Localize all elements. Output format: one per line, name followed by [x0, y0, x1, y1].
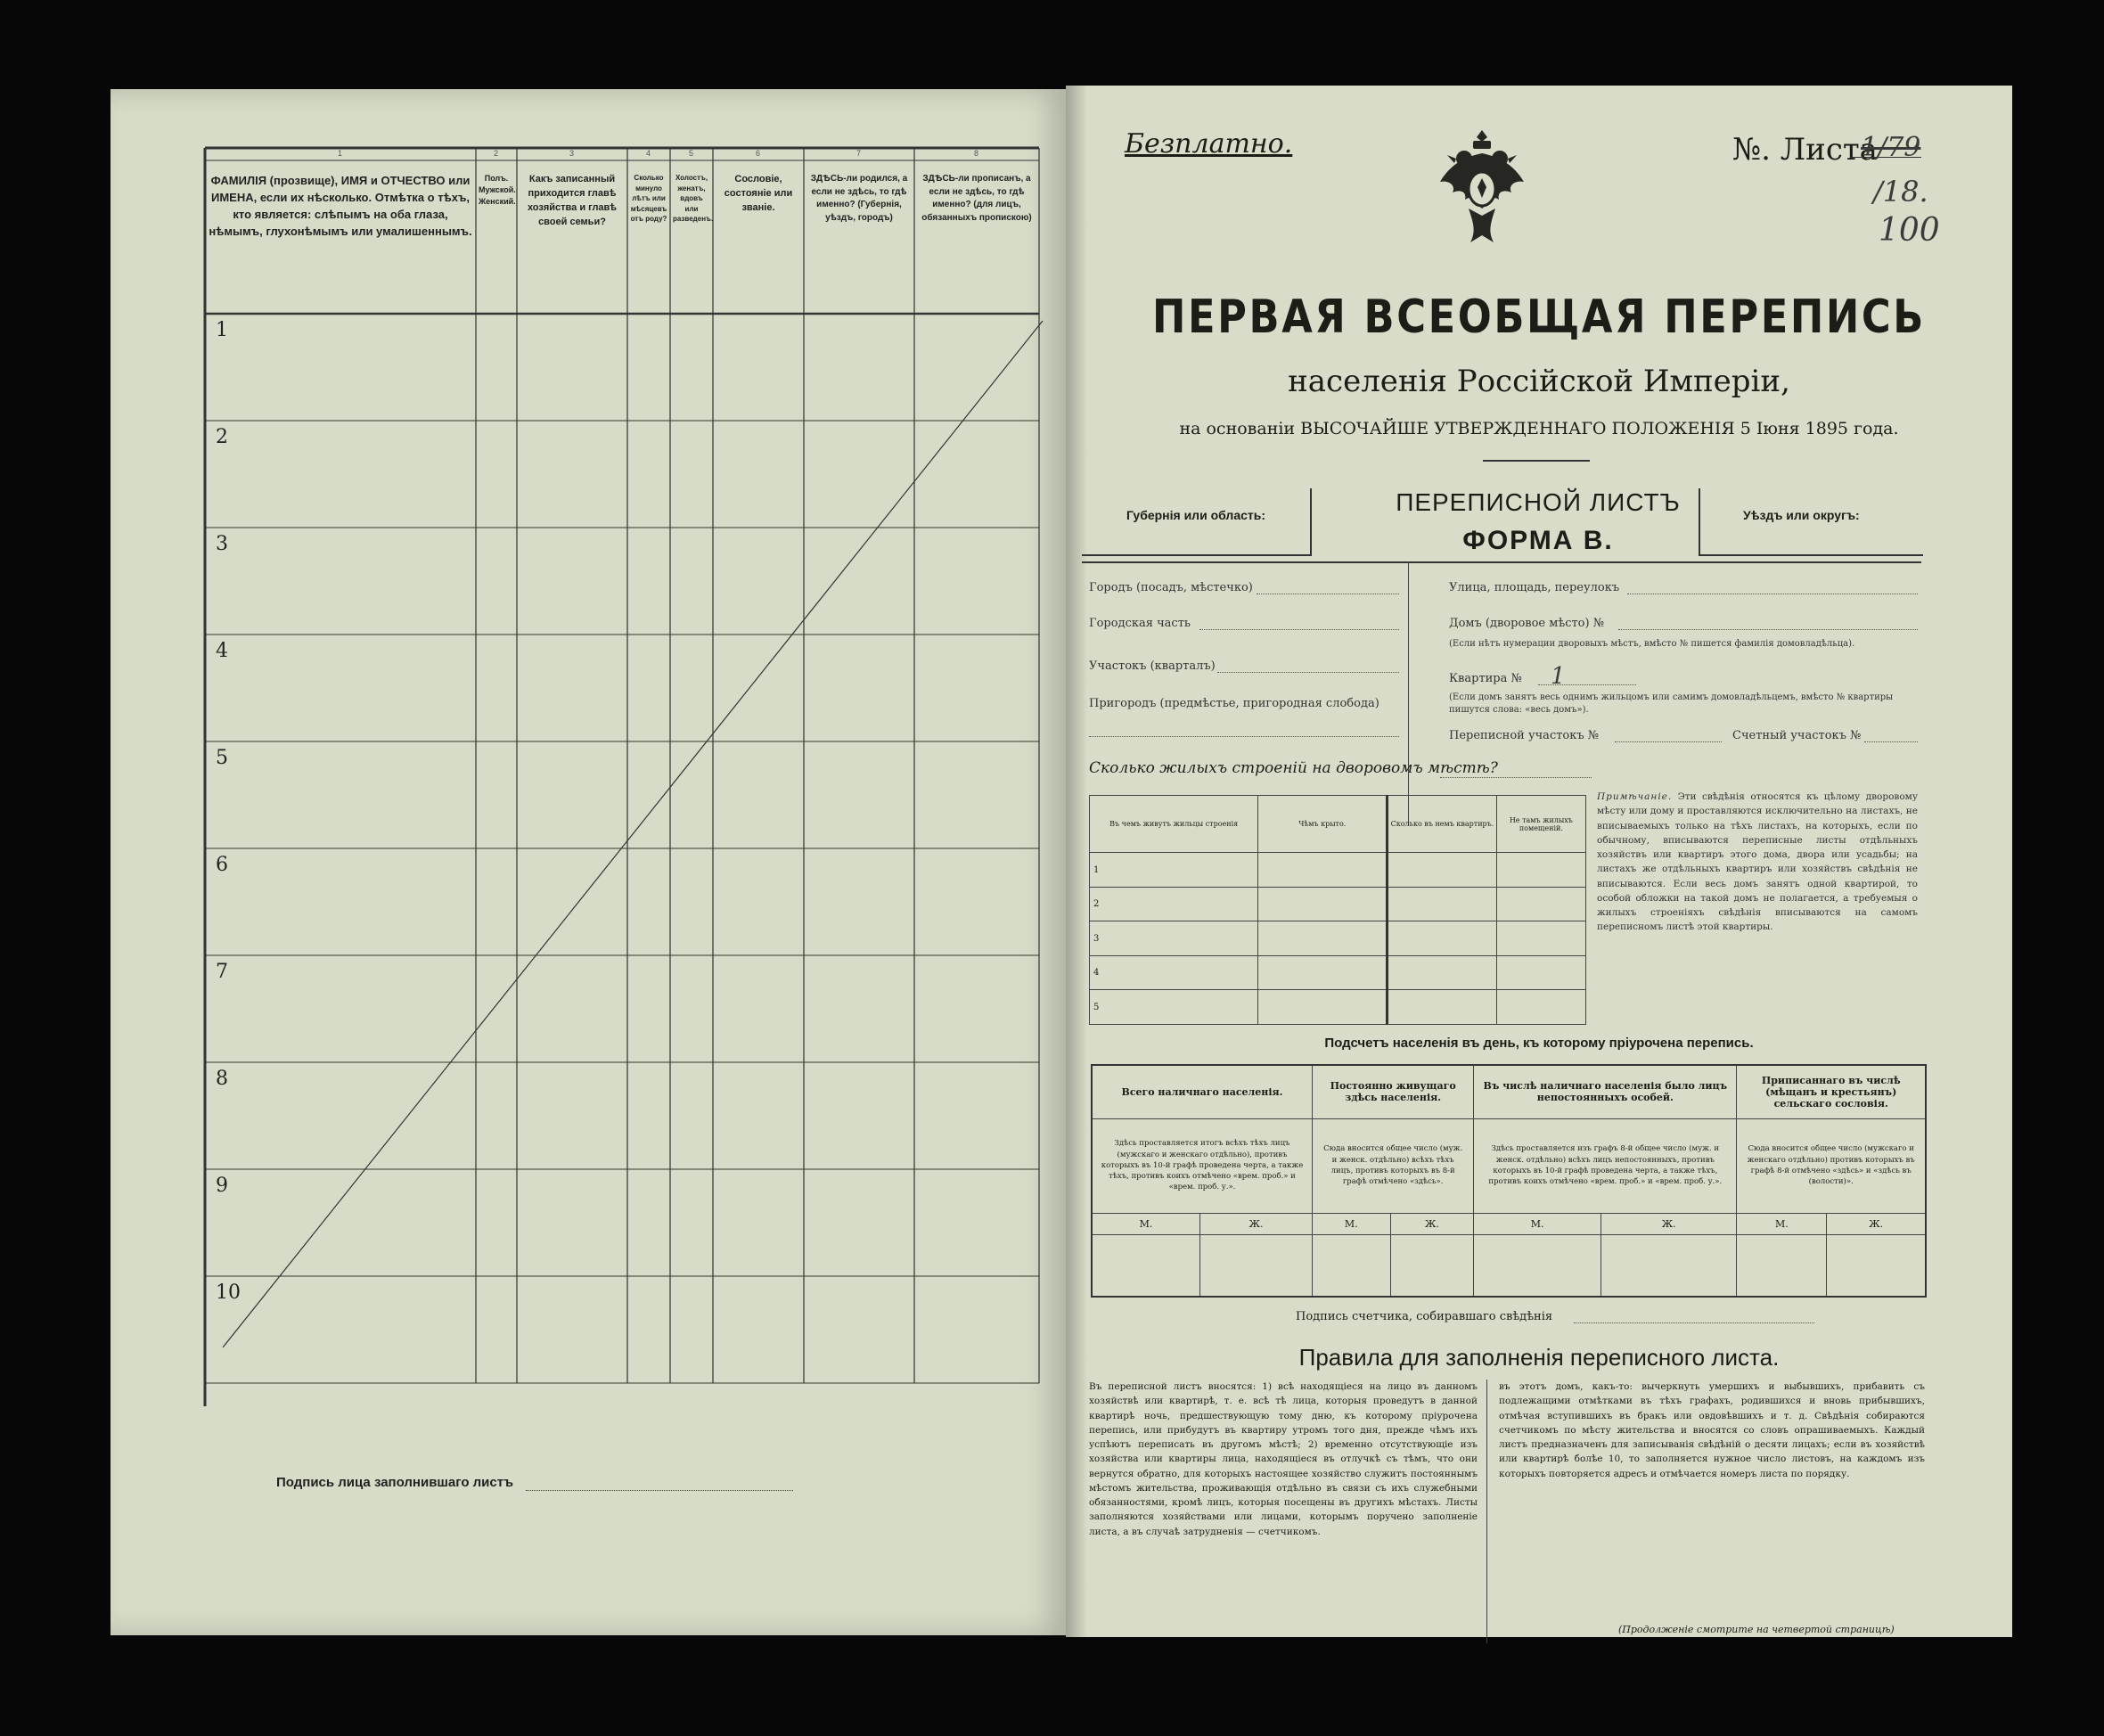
column-header: Какъ записанный приходится главѣ хозяйства и главѣ своей семьи? — [527, 174, 618, 227]
column-header: ЗДѢСЬ-ли прописанъ, а если не здѣсь, то гдѣ именно? (для лицъ, обязанныхъ пропискою) — [921, 174, 1032, 223]
field-counting-district-label: Счетный участокъ № — [1732, 729, 1862, 742]
column-number: 6 — [756, 149, 761, 158]
row-number: 2 — [216, 426, 228, 448]
left-page — [111, 89, 1066, 1635]
column-number: 5 — [689, 149, 694, 158]
population-count-table — [1091, 1064, 1927, 1298]
count-value-cell[interactable] — [1601, 1234, 1737, 1297]
cancellation-diagonal — [223, 321, 1043, 1347]
buildings-row-number: 1 — [1090, 853, 1258, 888]
count-column-description: Сюда вносится общее число (мужскаго и женскаго отдѣльно) противъ которыхъ въ графѣ 8-й отмѣчено «здѣсь» и «здѣсь въ (волости)». — [1737, 1118, 1926, 1213]
buildings-table-cell[interactable] — [1388, 955, 1497, 990]
field-census-district-input[interactable] — [1615, 741, 1722, 742]
rules-left-column: Въ переписной листъ вносятся: 1) всѣ находящіеся на лицо въ данномъ хозяйствѣ или квартирѣ, т. е. всѣ тѣ лица, которыя проведутъ в данной квартирѣ ночь, предшествующую тому дню, къ которому пріурочена перепись, или прибудутъ въ квартиру утромъ того дня, прежде чѣмъ ихъ успѣютъ переписать въ другомъ мѣстѣ; 2) временно отсутствующіе изъ хозяйства или квартиры лица, находящіеся въ отлучкѣ съ тѣмъ, что они вернутся обратно, для которыхъ настоящее хозяйство служитъ постояннымъ мѣстомъ жительства, проживающія отдѣльно въ связи съ ихъ служебными обязанностями, кромѣ лицъ, которыя посещены въ другихъ мѣстахъ. Листы заполняются хозяйствами или лицами, которымъ поручено заполненіе листа, а въ случаѣ затрудненія — счетчикомъ. — [1089, 1381, 1478, 1537]
row-number: 10 — [216, 1282, 241, 1304]
header-rule — [1082, 561, 1921, 563]
column-header: Холостъ, женатъ, вдовъ или разведенъ. — [673, 174, 714, 224]
column-header: ФАМИЛІЯ (прозвище), ИМЯ и ОТЧЕСТВО или ИМЕНА, если их нѣсколько. Отмѣтка о тѣхъ, кто является: слѣпымъ на оба глаза, нѣмымъ, глухонѣмымъ или умалишеннымъ. — [209, 174, 472, 238]
count-value-cell[interactable] — [1200, 1234, 1313, 1297]
basis-line: на основаніи ВЫСОЧАЙШЕ УТВЕРЖДЕННАГО ПОЛОЖЕНІЯ 5 Іюня 1895 года. — [1179, 419, 1899, 438]
count-sex-label: М. — [1092, 1213, 1200, 1234]
field-precinct-input[interactable] — [1217, 672, 1399, 673]
field-suburb-input[interactable] — [1089, 736, 1399, 737]
buildings-note-text: Эти свѣдѣнія относятся къ цѣлому дворовому мѣсту или дому и проставляются исключительно на листахъ, не вписываемыхъ только на тѣхъ листахъ, на которыхъ, если пo обычному, вписываются переписные листы отдѣльныхъ хозяйствъ или квартиръ этого дома, двора или усадьбы; на листахъ же отдѣльныхъ квартиръ или хозяйствъ свѣдѣнія не вписываются. Если весь домъ занятъ одной квартирой, то особой обложки на такой домъ не полагается, а требуемыя о жилыхъ строеніяхъ свѣдѣнія вписываются на самомъ переписномъ листѣ этой квартиры. — [1597, 791, 1918, 933]
buildings-table-header: Чѣмъ крыто. — [1258, 796, 1388, 853]
count-value-cell[interactable] — [1390, 1234, 1474, 1297]
count-value-cell[interactable] — [1313, 1234, 1391, 1297]
column-header: Сословіе, состояніе или званіе. — [724, 174, 793, 213]
column-number: 7 — [856, 149, 862, 158]
district-label: Уѣздъ или округъ: — [1743, 508, 1860, 522]
buildings-table-row — [1090, 990, 1586, 1025]
count-column-header: Постоянно живущаго здѣсь населенія. — [1313, 1065, 1474, 1118]
count-value-cell[interactable] — [1827, 1234, 1926, 1297]
buildings-table-cell[interactable] — [1388, 990, 1497, 1025]
buildings-table-cell[interactable] — [1496, 887, 1585, 921]
address-divider — [1408, 561, 1409, 825]
buildings-table-header: Въ чемъ живутъ жильцы строенія — [1090, 796, 1258, 853]
buildings-table-cell[interactable] — [1258, 887, 1388, 921]
form-title: ПЕРЕПИСНОЙ ЛИСТЪ — [1396, 488, 1681, 516]
title-divider — [1483, 460, 1590, 462]
rules-title: Правила для заполненія переписного листа. — [1298, 1344, 1780, 1371]
row-number: 9 — [216, 1175, 228, 1197]
buildings-table-row — [1090, 921, 1586, 956]
column-number: 3 — [569, 149, 575, 158]
buildings-row-number: 3 — [1090, 921, 1258, 956]
buildings-table-cell[interactable] — [1258, 921, 1388, 956]
pencil-mark-number: 100 — [1879, 212, 1940, 249]
field-census-district-label: Переписной участокъ № — [1449, 729, 1600, 742]
buildings-table-cell[interactable] — [1258, 990, 1388, 1025]
row-number: 1 — [216, 319, 228, 341]
main-title: ПЕРВАЯ ВСЕОБЩАЯ ПЕРЕПИСЬ — [1152, 291, 1926, 344]
form-subtitle: ФОРМА В. — [1462, 526, 1614, 555]
buildings-table-row — [1090, 955, 1586, 990]
count-sex-label: Ж. — [1827, 1213, 1926, 1234]
field-apartment-value[interactable]: 1 — [1551, 663, 1566, 690]
count-column-description: Здѣсь проставляется изъ графъ 8-й общее число (муж. и женск. отдѣльно) всѣхъ лицъ непостоянныхъ, противъ которыхъ въ 10-й графѣ проведена черта, а также тѣхъ, противъ коихъ отмѣчено «врем. проб.» и «врем. проб. у.». — [1474, 1118, 1737, 1213]
buildings-note — [1597, 790, 1918, 935]
counter-signature-line[interactable] — [1574, 1322, 1814, 1323]
subtitle: населенія Россійской Имперіи, — [1288, 364, 1790, 399]
row-number: 6 — [216, 854, 228, 876]
field-apartment-note: (Если домъ занятъ весь однимъ жильцомъ или самимъ домовладѣльцемъ, вмѣсто № квартиры пишутся слова: «весь домъ»). — [1449, 692, 1894, 715]
buildings-table-cell[interactable] — [1496, 921, 1585, 956]
buildings-table-cell[interactable] — [1496, 990, 1585, 1025]
column-number: 4 — [646, 149, 651, 158]
rules-footnote: (Продолженіе смотрите на четвертой страницѣ) — [1618, 1624, 1895, 1635]
count-value-cell[interactable] — [1474, 1234, 1601, 1297]
count-sex-label: Ж. — [1601, 1213, 1737, 1234]
buildings-table-cell[interactable] — [1388, 887, 1497, 921]
sheet-number-label: №. Листа — [1732, 132, 1878, 168]
count-column-header: Приписаннаго въ числѣ (мѣщанъ и крестьянъ) сельскаго сословія. — [1737, 1065, 1926, 1118]
count-sex-label: М. — [1474, 1213, 1601, 1234]
buildings-table-row — [1090, 887, 1586, 921]
buildings-table-cell[interactable] — [1258, 853, 1388, 888]
field-city-part-input[interactable] — [1199, 629, 1399, 630]
row-number: 3 — [216, 533, 228, 555]
count-column-header: Въ числѣ наличнаго населенія было лицъ непостоянныхъ особей. — [1474, 1065, 1737, 1118]
buildings-note-title: Примѣчаніе. — [1597, 791, 1673, 802]
buildings-table-cell[interactable] — [1388, 853, 1497, 888]
column-number: 1 — [338, 149, 343, 158]
field-precinct-label: Участокъ (кварталъ) — [1089, 659, 1216, 673]
buildings-answer-input[interactable] — [1440, 777, 1592, 778]
count-column-description: Здѣсь проставляется итогъ всѣхъ тѣхъ лицъ (мужскаго и женскаго отдѣльно), противъ которыхъ въ 10-й графѣ проведена черта, а также тѣхъ, противъ коихъ отмѣчено «врем. проб.» и «врем. проб. у.». — [1092, 1118, 1313, 1213]
column-header: Полъ. Мужской. Женский. — [479, 174, 516, 207]
field-house-input[interactable] — [1618, 629, 1918, 630]
count-value-cell[interactable] — [1092, 1234, 1200, 1297]
row-number: 5 — [216, 747, 228, 769]
buildings-row-number: 2 — [1090, 887, 1258, 921]
buildings-table-cell[interactable] — [1496, 955, 1585, 990]
count-column-header: Всего наличнаго населенія. — [1092, 1065, 1313, 1118]
buildings-table-header: Сколько въ немъ квартиръ. — [1388, 796, 1497, 853]
count-sex-label: Ж. — [1390, 1213, 1474, 1234]
row-number: 7 — [216, 961, 228, 983]
province-label: Губернія или область: — [1126, 508, 1266, 522]
row-number: 8 — [216, 1068, 228, 1090]
left-page-grid — [111, 89, 1066, 1635]
district-box[interactable] — [1699, 488, 1923, 556]
field-suburb-label: Пригородъ (предмѣстье, пригородная слобода) — [1089, 697, 1379, 710]
column-header: Сколько минуло лѣтъ или мѣсяцевъ отъ роду? — [630, 174, 667, 224]
field-counting-district-input[interactable] — [1864, 741, 1918, 742]
buildings-row-number: 4 — [1090, 955, 1258, 990]
buildings-question: Сколько жилыхъ строеній на дворовомъ мѣстѣ? — [1089, 759, 1498, 777]
count-sex-label: М. — [1737, 1213, 1827, 1234]
field-street-label: Улица, площадь, переулокъ — [1449, 581, 1620, 594]
rules-right-column: въ этотъ домъ, какъ-то: вычеркнуть умершихъ и выбывшихъ, прибавить съ подлежащими отмѣтками въ тѣхъ графахъ, родившихся и вновь прибывшихъ, отмѣчая вступившихъ въ бракъ или овдовѣвшихъ и т. д. Свѣдѣнія собираются счетчикомъ по мѣсту жительства и вносятся со словъ опрашиваемыхъ. Каждый листъ предназначенъ для записыванія свѣдѣній о десяти лицахъ; если въ хозяйствѣ или квартирѣ болѣе 10, то заполняется нужное число листовъ, на каждомъ изъ которыхъ повторяется адресъ и отмѣчается номеръ листа по порядку. — [1499, 1381, 1925, 1479]
province-box[interactable] — [1082, 488, 1312, 556]
field-apartment-label: Квартира № — [1449, 672, 1522, 685]
signature-line-left[interactable] — [526, 1490, 793, 1491]
count-column-description: Сюда вносится общее число (муж. и женск. отдѣльно) всѣхъ тѣхъ лицъ, противъ которыхъ въ 8-й графѣ отмѣчено «здѣсь». — [1313, 1118, 1474, 1213]
buildings-table-cell[interactable] — [1258, 955, 1388, 990]
field-city-label: Городъ (посадъ, мѣстечко) — [1089, 581, 1253, 594]
row-number: 4 — [216, 640, 228, 662]
column-number: 2 — [494, 149, 499, 158]
buildings-table-cell[interactable] — [1388, 921, 1497, 956]
buildings-table-row — [1090, 853, 1586, 888]
rules-divider — [1486, 1380, 1487, 1643]
field-house-label: Домъ (дворовое мѣсто) № — [1449, 617, 1605, 630]
count-value-cell[interactable] — [1737, 1234, 1827, 1297]
field-apartment-input[interactable] — [1538, 684, 1636, 685]
count-sex-label: М. — [1313, 1213, 1391, 1234]
count-title: Подсчетъ населенія въ день, къ которому пріурочена перепись. — [1324, 1036, 1754, 1051]
pencil-mark-sheet: 1/79 — [1861, 132, 1921, 163]
double-headed-eagle-emblem — [1435, 127, 1529, 246]
pencil-mark-folio: /18. — [1873, 175, 1928, 209]
buildings-table-header: Не тамъ жилыхъ помещеній. — [1496, 796, 1585, 853]
buildings-table — [1089, 795, 1586, 1025]
buildings-table-cell[interactable] — [1496, 853, 1585, 888]
field-house-note: (Если нѣтъ нумерации дворовыхъ мѣстъ, вмѣсто № пишется фамилія домовладѣльца). — [1449, 639, 1855, 649]
counter-signature-label: Подпись счетчика, собиравшаго свѣдѣнія — [1296, 1310, 1553, 1323]
field-city-part-label: Городская часть — [1089, 617, 1191, 630]
count-sex-label: Ж. — [1200, 1213, 1313, 1234]
buildings-row-number: 5 — [1090, 990, 1258, 1025]
free-label: Безплатно. — [1125, 128, 1293, 160]
column-number: 8 — [974, 149, 979, 158]
right-page — [1066, 86, 2012, 1637]
signature-label-left: Подпись лица заполнившаго листъ — [276, 1475, 514, 1490]
column-header: ЗДѢСЬ-ли родился, а если не здѣсь, то гдѣ именно? (Губернія, уѣздъ, городъ) — [810, 174, 908, 223]
